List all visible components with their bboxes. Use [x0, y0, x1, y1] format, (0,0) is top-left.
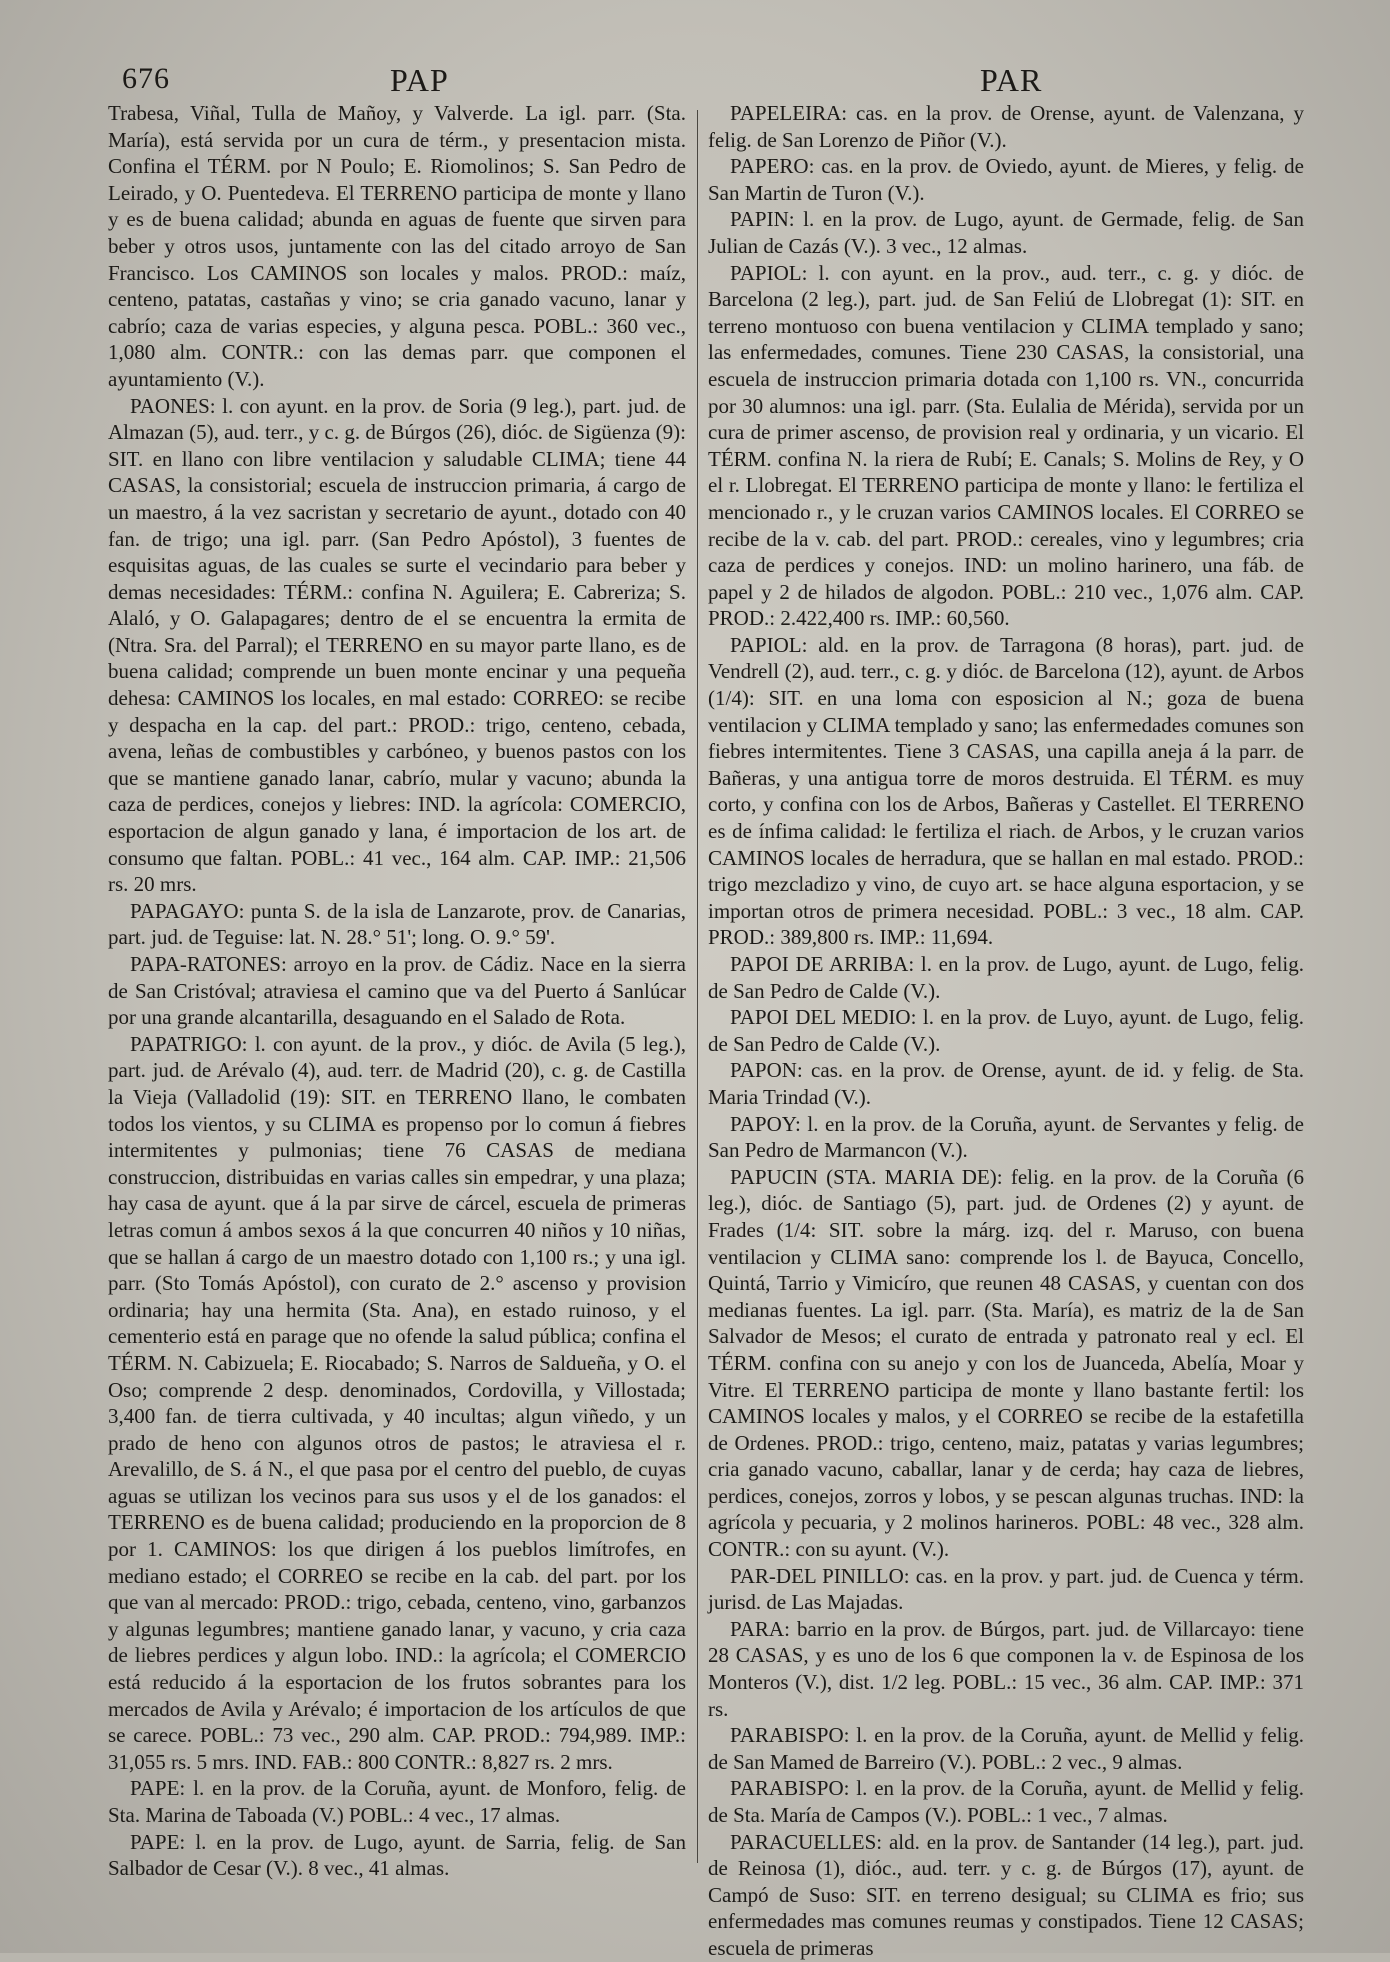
entry-pape-lugo: PAPE: l. en la prov. de Lugo, ayunt. de Sarria, felig. de San Salbador de Cesar (V.). 8 vec., 41 almas. [108, 1829, 686, 1881]
entry-parabispo-campos: PARABISPO: l. en la prov. de la Coruña, ayunt. de Mellid y felig. de Sta. María de Campos (V.). POBL.: 1 vec., 7 almas. [708, 1776, 1304, 1827]
left-guide-word: PAP [390, 62, 449, 98]
left-column [108, 100, 686, 1923]
entry-papucin: PAPUCIN (STA. MARIA DE): felig. en la prov. de la Coruña (6 leg.), dióc. de Santiago (5), part. jud. de Ordenes (2) y ayunt. de Frades (1/4: SIT. sobre la márg. izq. del r. Maruso, con buena ventilacion y CLIMA sano: comprende los l. de Bayuca, Concello, Quintá, Tarrio y Vimicíro, que reunen 48 CASAS, y cuentan con dos medianas fuentes. La igl. parr. (Sta. María), es matriz de la de San Salvador de Mesos; el curato de entrada y patronato real y ecl. El TÉRM. confina con su anejo y con los de Juanceda, Abelía, Moar y Vitre. El TERRENO participa de monte y llano bastante fertil: los CAMINOS locales y malos, y el CORREO se recibe de la estafetilla de Ordenes. PROD.: trigo, centeno, maiz, patatas y varias legumbres; cria ganado vacuno, caballar, lanar y de cerda; hay caza de liebres, perdices, conejos, zorros y lobos, y se pescan algunas truchas. IND: la agrícola y pecuaria, y 2 molinos harineros. POBL: 48 vec., 328 alm. CONTR.: con su ayunt. (V.). [708, 1164, 1304, 1562]
right-guide-word: PAR [980, 62, 1043, 98]
entry-papatrigo: PAPATRIGO: l. con ayunt. de la prov., y dióc. de Avila (5 leg.), part. jud. de Arévalo (4), aud. terr. de Madrid (20), c. g. de Castilla la Vieja (Valladolid (19): SIT. en TERRENO llano, le combaten todos los vientos, y su CLIMA es propenso por lo comun á fiebres intermitentes y pulmonias; tiene 76 CASAS de mediana construccion, distribuidas en varias calles sin empedrar, y una plaza; hay casa de ayunt. que á la par sirve de cárcel, escuela de primeras letras comun á ambos sexos á la que concurren 40 niños y 10 niñas, que se hallan á cargo de un maestro dotado con 1,100 rs.; y una igl. parr. (Sto Tomás Apóstol), con curato de 2.° ascenso y provision ordinaria; hay una hermita (Sta. Ana), en estado ruinoso, y el cementerio está en parage que no ofende la salud pública; confina el TÉRM. N. Cabizuela; E. Riocabado; S. Narros de Saldueña, y O. el Oso; comprende 2 desp. denominados, Cordovilla, y Villostada; 3,400 fan. de tierra cultivada, y 40 incultas; algun viñedo, y un prado de heno con algunos otros de pastos; le atraviesa el r. Arevalillo, de S. á N., el que pasa por el centro del pueblo, de cuyas aguas se utilizan los vecinos para sus usos y el de los ganados: el TERRENO es de buena calidad; produciendo en la proporcion de 8 por 1. CAMINOS: los que dirigen á los pueblos limítrofes, en mediano estado; el CORREO se recibe en la cab. del part. por los que van al mercado: PROD.: trigo, cebada, centeno, vino, garbanzos y algunas legumbres; mantiene ganado lanar, y vacuno, y cria caza de liebres perdices y algun lobo. IND.: la agrícola; el COMERCIO está reducido á la esportacion de los frutos sobrantes para los mercados de Avila y Arévalo; é importacion de los artículos de que se carece. POBL.: 73 vec., 290 alm. CAP. PROD.: 794,989. IMP.: 31,055 rs. 5 mrs. IND. FAB.: 800 CONTR.: 8,827 rs. 2 mrs. [108, 1031, 686, 1774]
page-number: 676 [122, 62, 170, 95]
entry-papagayo: PAPAGAYO: punta S. de la isla de Lanzarote, prov. de Canarias, part. jud. de Teguise: lat. N. 28.° 51'; long. O. 9.° 59'. [108, 898, 686, 950]
entry-papoi-del-medio: PAPOI DEL MEDIO: l. en la prov. de Luyo, ayunt. de Lugo, felig. de San Pedro de Calde (V.). [708, 1005, 1304, 1056]
column-divider [697, 110, 698, 1863]
entry-papin: PAPIN: l. en la prov. de Lugo, ayunt. de Germade, felig. de San Julian de Cazás (V.). 3 vec., 12 almas. [708, 207, 1304, 258]
entry-papiol-barcelona: PAPIOL: l. con ayunt. en la prov., aud. terr., c. g. y dióc. de Barcelona (2 leg.), part. jud. de San Feliú de Llobregat (1): SIT. en terreno montuoso con buena ventilacion y CLIMA templado y sano; las enfermedades, comunes. Tiene 230 CASAS, la consistorial, una escuela de instruccion primaria dotada con 1,100 rs. VN., concurrida por 30 alumnos: una igl. parr. (Sta. Eulalia de Mérida), servida por un cura de primer ascenso, de provision real y ordinaria, y un vicario. El TÉRM. confina N. la riera de Rubí; E. Canals; S. Molins de Rey, y O el r. Llobregat. El TERRENO participa de monte y llano: le fertiliza el mencionado r., y le cruzan varios CAMINOS locales. El CORREO se recibe de la v. cab. del part. PROD.: cereales, vino y legumbres; cria caza de perdices y conejos. IND: un molino harinero, una fáb. de papel y 2 de hilados de algodon. POBL.: 210 vec., 1,076 alm. CAP. PROD.: 2.422,400 rs. IMP.: 60,560. [708, 260, 1304, 631]
entry-continuation: Trabesa, Viñal, Tulla de Mañoy, y Valverde. La igl. parr. (Sta. María), está servida por un cura de térm., y presentacion mista. Confina el TÉRM. por N Poulo; E. Riomolinos; S. San Pedro de Leirado, y O. Puentedeva. El TERRENO participa de monte y llano y es de buena calidad; abunda en aguas de fuente que sirven para beber y otros usos, juntamente con las del citado arroyo de San Francisco. Los CAMINOS son locales y malos. PROD.: maíz, centeno, patatas, castañas y vino; se cria ganado vacuno, lanar y cabrío; caza de varias especies, y alguna pesca. POBL.: 360 vec., 1,080 alm. CONTR.: con las demas parr. que componen el ayuntamiento (V.). [108, 101, 686, 391]
entry-para: PARA: barrio en la prov. de Búrgos, part. jud. de Villarcayo: tiene 28 CASAS, y es uno de los 6 que componen la v. de Espinosa de los Monteros (V.), dist. 1/2 leg. POBL.: 15 vec., 36 alm. CAP. IMP.: 371 rs. [708, 1616, 1304, 1721]
entry-papoy: PAPOY: l. en la prov. de la Coruña, ayunt. de Servantes y felig. de San Pedro de Marmancon (V.). [708, 1111, 1304, 1163]
entry-papeleira: PAPELEIRA: cas. en la prov. de Orense, ayunt. de Valenzana, y felig. de San Lorenzo de Piñor (V.). [708, 101, 1304, 152]
entry-papiol-tarragona: PAPIOL: ald. en la prov. de Tarragona (8 horas), part. jud. de Vendrell (2), aud. terr., c. g. y dióc. de Barcelona (12), ayunt. de Arbos (1/4): SIT. en una loma con esposicion al N.; goza de buena ventilacion y CLIMA templado y sano; las enfermedades comunes son fiebres intermitentes. Tiene 3 CASAS, una capilla aneja á la parr. de Bañeras, y una antigua torre de moros destruida. El TÉRM. es muy corto, y confina con los de Arbos, Bañeras y Castellet. El TERRENO es de ínfima calidad: le fertiliza el riach. de Arbos, y le cruzan varios CAMINOS locales de herradura, que se hallan en mal estado. PROD.: trigo mezcladizo y vino, de cuyo art. se hace alguna esportacion, y se importan otros de primera necesidad. POBL.: 3 vec., 18 alm. CAP. PROD.: 389,800 rs. IMP.: 11,694. [708, 632, 1304, 950]
entry-paracuelles: PARACUELLES: ald. en la prov. de Santander (14 leg.), part. jud. de Reinosa (1), dióc., aud. terr. y c. g. de Búrgos (17), ayunt. de Campó de Suso: SIT. en terreno desigual; su CLIMA es frio; sus enfermedades mas comunes reumas y constipados. Tiene 12 CASAS; escuela de primeras [708, 1829, 1304, 1960]
entry-parabispo-barreiro: PARABISPO: l. en la prov. de la Coruña, ayunt. de Mellid y felig. de San Mamed de Barreiro (V.). POBL.: 2 vec., 9 almas. [708, 1723, 1304, 1774]
entry-par-del-pinillo: PAR-DEL PINILLO: cas. en la prov. y part. jud. de Cuenca y térm. jurisd. de Las Majadas. [708, 1563, 1304, 1615]
entry-papon: PAPON: cas. en la prov. de Orense, ayunt. de id. y felig. de Sta. Maria Trindad (V.). [708, 1058, 1304, 1109]
entry-papero: PAPERO: cas. en la prov. de Oviedo, ayunt. de Mieres, y felig. de San Martin de Turon (V.). [708, 154, 1304, 205]
entry-papoi-de-arriba: PAPOI DE ARRIBA: l. en la prov. de Lugo, ayunt. de Lugo, felig. de San Pedro de Calde (V.). [708, 952, 1304, 1003]
entry-paones: PAONES: l. con ayunt. en la prov. de Soria (9 leg.), part. jud. de Almazan (5), aud. terr., y c. g. de Búrgos (26), dióc. de Sigüenza (9): SIT. en llano con libre ventilacion y saludable CLIMA; tiene 44 CASAS, la consistorial; escuela de instruccion primaria, á cargo de un maestro, á la vez sacristan y secretario de ayunt., dotado con 40 fan. de trigo; una igl. parr. (San Pedro Apóstol), 3 fuentes de esquisitas aguas, de las cuales se surte el vecindario para beber y demas necesidades: TÉRM.: confina N. Aguilera; E. Cabreriza; S. Alaló, y O. Galapagares; dentro de el se encuentra la ermita de (Ntra. Sra. del Parral); el TERRENO en su mayor parte llano, es de buena calidad; comprende un buen monte encinar y una pequeña dehesa: CAMINOS los locales, en mal estado: CORREO: se recibe y despacha en la cap. del part.: PROD.: trigo, centeno, cebada, avena, leñas de combustibles y carbóneo, y buenos pastos con los que se mantiene ganado lanar, cabrío, mular y vacuno; abunda la caza de perdices, conejos y liebres: IND. la agrícola: COMERCIO, esportacion de algun ganado y lana, é importacion de los art. de consumo que faltan. POBL.: 41 vec., 164 alm. CAP. IMP.: 21,506 rs. 20 mrs. [108, 393, 686, 897]
right-column [708, 100, 1304, 1960]
entry-papa-ratones: PAPA-RATONES: arroyo en la prov. de Cádiz. Nace en la sierra de San Cristóval; atraviesa el camino que va del Puerto á Sanlúcar por una grande alcantarilla, desaguando en el Salado de Rota. [108, 952, 686, 1030]
entry-pape-coruna: PAPE: l. en la prov. de la Coruña, ayunt. de Monforo, felig. de Sta. Marina de Taboada (V.) POBL.: 4 vec., 17 almas. [108, 1776, 686, 1827]
